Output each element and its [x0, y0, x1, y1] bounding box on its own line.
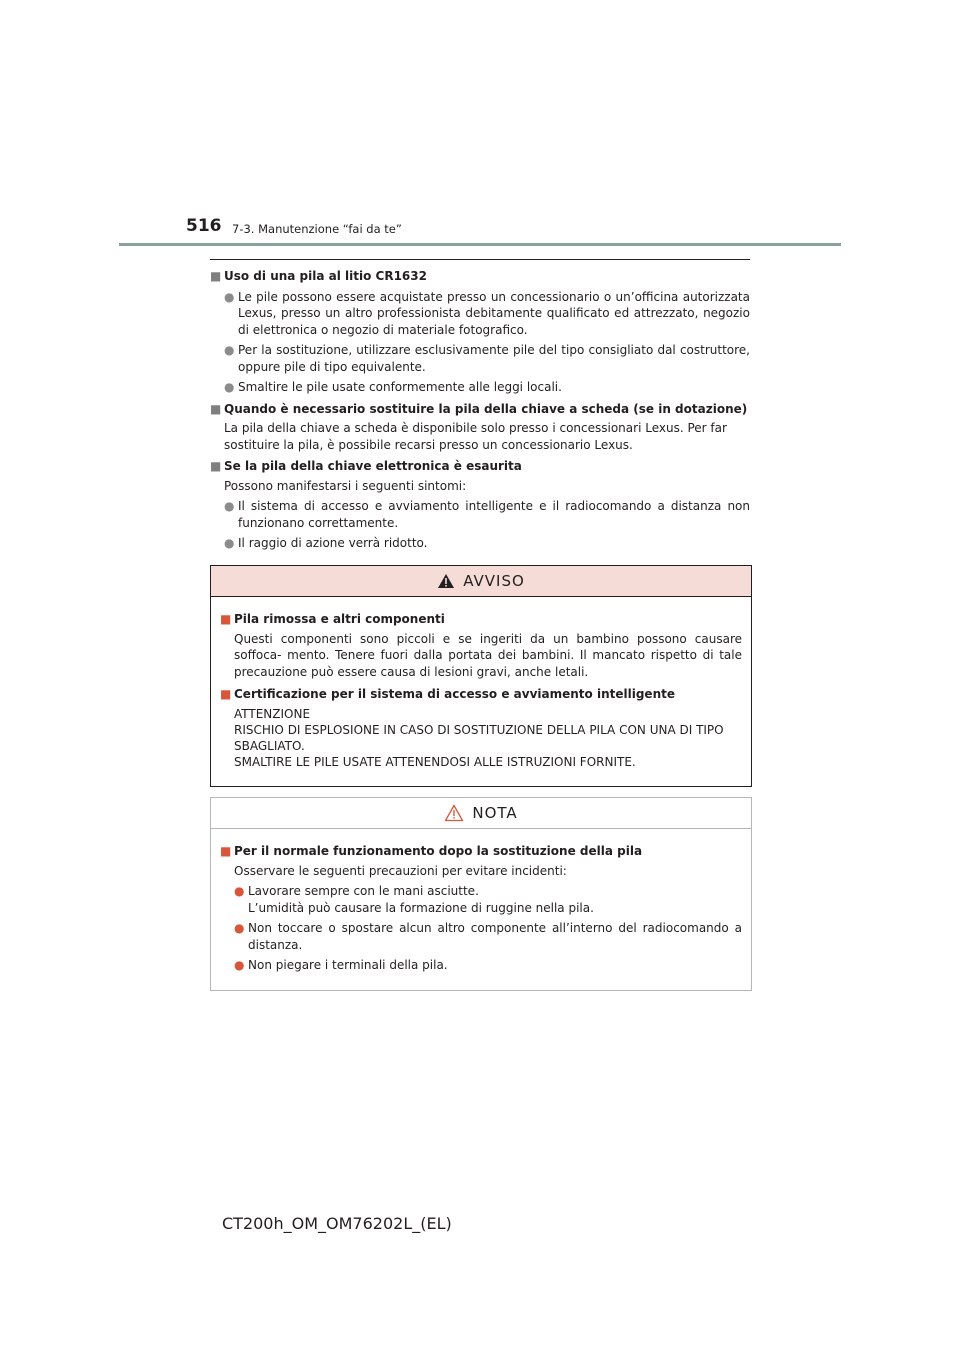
dot-bullet-icon: ● [224, 380, 235, 394]
list-item: ● Smaltire le pile usate conformemente alle leggi locali. [224, 380, 562, 394]
square-bullet-icon: ■ [210, 401, 222, 416]
square-bullet-icon: ■ [210, 459, 222, 473]
dot-bullet-icon: ● [224, 289, 235, 304]
note-title: NOTA [472, 804, 518, 822]
square-bullet-icon: ■ [220, 612, 232, 626]
dot-bullet-icon: ● [234, 884, 245, 898]
note-box [210, 797, 752, 991]
dot-bullet-icon: ● [224, 343, 235, 357]
note-heading: ■ Per il normale funzionamento dopo la sostituzione della pila [220, 844, 643, 858]
warning-item-heading: ■ Pila rimossa e altri componenti [220, 612, 445, 626]
page-number: 516 [186, 216, 222, 236]
list-item: ● Lavorare sempre con le mani asciutte. L’umidità può causare la formazione di ruggine nella pila. [234, 884, 594, 915]
warning-caps-line: SMALTIRE LE PILE USATE ATTENENDOSI ALLE ISTRUZIONI FORNITE. [234, 754, 636, 769]
warning-box [210, 565, 752, 787]
warning-triangle-icon [437, 573, 455, 589]
list-item: ● Il sistema di accesso e avviamento intelligente e il radiocomando a distanza non funzionano correttamente. [224, 499, 750, 530]
section-heading: ■ Uso di una pila al litio CR1632 [210, 269, 427, 283]
caution-triangle-icon [444, 804, 464, 822]
note-header [211, 798, 751, 829]
square-bullet-icon: ■ [210, 269, 222, 283]
list-item: ● Non piegare i terminali della pila. [234, 958, 448, 972]
warning-item-text: Questi componenti sono piccoli e se ingeriti da un bambino possono causare soffoca- mento. Tenere fuori dalla portata dei bambini. Il mancato rispetto di tale precauzione può essere causa di lesioni gravi, anche letali. [234, 631, 742, 679]
section-title: 7-3. Manutenzione “fai da te” [232, 222, 402, 236]
main-content [210, 268, 750, 552]
dot-bullet-icon: ● [224, 499, 235, 513]
note-body [211, 829, 751, 990]
section-heading: ■ Se la pila della chiave elettronica è esaurita [210, 459, 522, 473]
section-heading: ■ Quando è necessario sostituire la pila della chiave a scheda (se in dotazione) [210, 401, 748, 416]
dot-bullet-icon: ● [234, 958, 245, 972]
square-bullet-icon: ■ [220, 687, 232, 701]
warning-header [211, 566, 751, 597]
section-text: Possono manifestarsi i seguenti sintomi: [224, 478, 467, 493]
list-item: ● Non toccare o spostare alcun altro componente all’interno del radiocomando a distanza. [234, 921, 742, 952]
content-top-rule [210, 259, 750, 260]
list-item: ● Per la sostituzione, utilizzare esclusivamente pile del tipo consigliato dal costruttore, oppure pile di tipo equivalente. [224, 343, 750, 374]
warning-caps-line: ATTENZIONE [234, 706, 311, 721]
warning-caps-line: RISCHIO DI ESPLOSIONE IN CASO DI SOSTITUZIONE DELLA PILA CON UNA DI TIPO SBAGLIATO. [234, 722, 724, 753]
warning-item-heading: ■ Certificazione per il sistema di accesso e avviamento intelligente [220, 687, 675, 701]
header-rule [119, 243, 841, 246]
dot-bullet-icon: ● [234, 921, 245, 935]
warning-body [211, 597, 751, 786]
square-bullet-icon: ■ [220, 844, 232, 858]
warning-title: AVVISO [463, 572, 525, 590]
footer-code: CT200h_OM_OM76202L_(EL) [222, 1214, 452, 1233]
section-text: La pila della chiave a scheda è disponibile solo presso i concessionari Lexus. Per far sostituire la pila, è possibile recarsi presso un concessionario Lexus. [224, 421, 727, 452]
list-item: ● Il raggio di azione verrà ridotto. [224, 536, 428, 550]
note-text: Osservare le seguenti precauzioni per evitare incidenti: [234, 863, 567, 878]
dot-bullet-icon: ● [224, 536, 235, 550]
list-item: ● Le pile possono essere acquistate presso un concessionario o un’officina autorizzata Lexus, presso un altro professionista debitamente qualificato ed attrezzato, negozio di elettronica o negozio di materiale fotografico. [224, 289, 750, 337]
